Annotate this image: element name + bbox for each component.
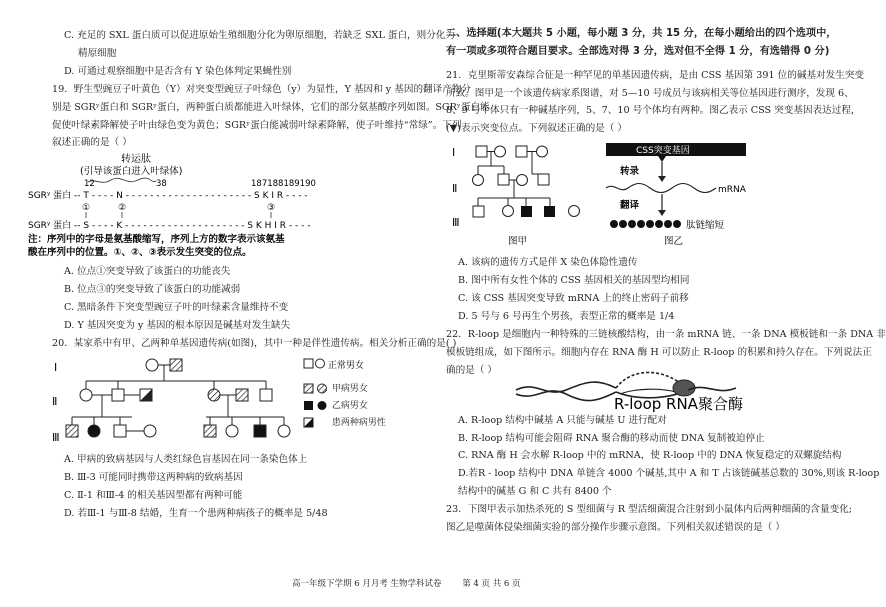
fig21-gene-label: CSS突变基因 (636, 146, 690, 157)
q22-option-c: C. RNA 酶 H 会水解 R-loop 中的 mRNA，使 R-loop 中的 DNA 恢复稳定的双螺旋结构 (458, 450, 842, 462)
fig20-legend-jia-icon (303, 383, 329, 394)
right-column (446, 0, 886, 535)
fig20-gen1: Ⅰ (54, 360, 58, 374)
fig21-transcribe: 转录 (620, 166, 640, 178)
q22-option-d-2: 结构中的碱基 G 和 C 共有 8400 个 (458, 486, 612, 498)
q19-stem-2: 别是 SGRʸ蛋白和 SGRʸ蛋白，两种蛋白质都能进入叶绿体，它们的部分氨基酸序列如图。SGRʸ蛋白能 (52, 101, 490, 113)
fig19-row2-label: SGRʸ 蛋白 (28, 221, 72, 232)
page-footer (292, 578, 539, 590)
section2-heading-1: 二、选择题(本大题共 5 小题，每小题 3 分，共 15 分，在每小题给出的四个选项中， (446, 28, 837, 39)
fig20-legend-both-icon (303, 417, 329, 428)
footer-page-number: 第 4 页 共 6 页 (462, 579, 521, 589)
fig21-gen3: Ⅲ (452, 216, 460, 230)
fig20-legend-both: 患两种病男性 (331, 418, 386, 428)
fig19-pos12: 12 (84, 179, 95, 190)
q22-option-a: A. R-loop 结构中碱基 A 只能与碱基 U 进行配对 (458, 414, 667, 426)
fig19-row2-seq: -- S - - - - K - - - - - - - - - - - - - - - - - - - - S K H I R - - - - (74, 221, 311, 232)
q21-stem-4: (▼)表示突变位点。下列叙述正确的是（ ） (446, 123, 628, 135)
q21-option-d: D. 5 号与 6 号再生个男孩，表型正常的概率是 1/4 (458, 310, 675, 322)
q18-option-c: C. 充足的 SXL 蛋白质可以促进原始生殖细胞分化为卵原细胞，若缺乏 SXL 蛋白，则分化为 (64, 30, 456, 41)
q19-option-d: D. Y 基因突变为 y 基因的根本原因是碱基对发生缺失 (64, 320, 291, 332)
q22-stem-1: 22．R-loop 是细胞内一种特殊的三链核酸结构，由一条 mRNA 链、一条 DNA 模板链和一条 DNA 非 (446, 328, 886, 340)
fig19-mark2: ② (118, 203, 127, 214)
fig19-mark3: ③ (267, 203, 276, 214)
q23-stem-1: 23．下图甲表示加热杀死的 S 型细菌与 R 型活细菌混合注射到小鼠体内后两种细菌的含量变化; (446, 504, 852, 516)
q19-sequence-figure (26, 152, 326, 262)
fig21-peptide-beads (610, 220, 681, 228)
fig21-mrna: mRNA (718, 185, 746, 196)
section2-heading-2: 有一项或多项符合题目要求。全部选对得 3 分，选对但不全得 1 分，有选错得 0 分) (446, 46, 830, 58)
fig19-pos38: 38 (156, 179, 167, 190)
q22-rloop-figure (516, 364, 846, 412)
fig20-legend-row-jia (303, 381, 386, 398)
fig20-legend (303, 381, 386, 432)
fig19-subtitle: (引导该蛋白进入叶绿体) (80, 166, 183, 178)
fig19-pos187-190: 187188189190 (251, 179, 316, 190)
fig21-gen1: Ⅰ (452, 146, 456, 160)
fig19-note-1: 注：序列中的字母是氨基酸缩写，序列上方的数字表示该氨基 (28, 234, 285, 246)
q21-option-a: A. 该病的遗传方式是伴 X 染色体隐性遗传 (458, 257, 638, 269)
q21-option-c: C. 该 CSS 基因突变导致 mRNA 上的终止密码子前移 (458, 293, 689, 305)
fig21-translate: 翻译 (620, 200, 640, 212)
fig20-gen3: Ⅲ (52, 430, 60, 444)
left-column (28, 0, 490, 521)
footer-exam-title: 高一年级下学期 6 月月考 生物学科试卷 (292, 579, 442, 589)
fig20-legend-row-both (303, 415, 386, 432)
q19-option-b: B. 位点③的突变导致了该蛋白的功能减弱 (64, 284, 241, 296)
q22-stem-3: 确的是（ ） (446, 364, 498, 376)
fig20-gen2: Ⅱ (52, 394, 58, 408)
q19-stem-3: 促使叶绿素降解使子叶由绿色变为黄色；SGRʸ蛋白能减弱叶绿素降解，使子叶维持“常绿”。下列 (52, 119, 462, 131)
q22-stem-2: 模板链组成，如下图所示。细胞内存在 RNA 酶 H 可以防止 R-loop 的积累和持久存在。下列说法正 (446, 346, 872, 358)
q19-stem-4: 叙述正确的是（ ） (52, 137, 132, 149)
fig21-peptide: 肽链缩短 (686, 220, 725, 232)
q21-figure (446, 140, 776, 252)
fig19-row1-seq: -- T - - - - N - - - - - - - - - - - - - - - - - - - - - S K I R - - - - (74, 191, 308, 202)
fig20-legend-yi: 乙病男女 (331, 401, 368, 411)
fig20-legend-row-yi (303, 398, 386, 415)
q22-option-d-1: D.若R - loop 结构中 DNA 单链含 4000 个碱基,其中 A 和 T 占该链碱基总数的 30%,则该 R-loop (458, 468, 880, 480)
q20-stem: 20．某家系中有甲、乙两种单基因遗传病(如图)，其中一种是伴性遗传病。相关分析正确的是( ) (52, 337, 457, 349)
q20-option-d: D. 若Ⅲ-1 与Ⅲ-8 结婚，生育一个患两种病孩子的概率是 5/48 (64, 507, 328, 519)
q20-option-a: A. 甲病的致病基因与人类红绿色盲基因在同一条染色体上 (64, 453, 308, 465)
q21-stem-3: 8、9 号个体只有一种碱基序列，5、7、10 号个体均有两种。图乙表示 CSS 突变基因表达过程， (446, 105, 861, 117)
q18-option-c-cont: 精原细胞 (78, 47, 117, 59)
q18-option-d: D. 可通过观察细胞中是否含有 Y 染色体判定果蝇性别 (64, 65, 292, 77)
q20-option-c: C. Ⅱ-1 和Ⅲ-4 的相关基因型都有两种可能 (64, 489, 243, 501)
q21-stem-2: 所致。图甲是一个该遗传病家系图谱，对 5—10 号成员与该病相关等位基因进行测序，发现 6、 (446, 87, 854, 99)
fig20-legend-jia: 甲病男女 (331, 384, 368, 394)
fig20-legend-normal: 正常男女 (328, 360, 365, 371)
fig19-note-2: 酸在序列中的位置。①、②、③表示发生突变的位点。 (28, 247, 252, 259)
q19-option-c: C. 黑暗条件下突变型豌豆子叶的叶绿素含量维持不变 (64, 302, 289, 314)
q19-stem-1: 19．野生型豌豆子叶黄色（Y）对突变型豌豆子叶绿色（y）为显性，Y 基因和 y 基因的翻译产物分 (52, 83, 472, 95)
fig19-row1-label: SGRʸ 蛋白 (28, 191, 72, 202)
fig19-title: 转运肽 (121, 154, 151, 166)
q19-option-a: A. 位点①突变导致了该蛋白的功能丧失 (64, 266, 231, 278)
q21-option-b: B. 图中所有女性个体的 CSS 基因相关的基因型均相同 (458, 275, 690, 287)
q22-option-b: B. R-loop 结构可能会阻碍 RNA 聚合酶的移动而使 DNA 复制被迫停止 (458, 432, 765, 444)
fig21-caption-a: 图甲 (508, 236, 528, 248)
fig22-label: R-loop RNA聚合酶 (614, 394, 743, 413)
fig19-mark1: ① (82, 203, 91, 214)
q21-stem-1: 21．克里斯蒂安森综合征是一种罕见的单基因遗传病，是由 CSS 基因第 391 位的碱基对发生突变 (446, 69, 865, 81)
q20-option-b: B. Ⅲ-3 可能同时携带这两种病的致病基因 (64, 471, 243, 483)
q23-stem-2: 图乙是噬菌体侵染细菌实验的部分操作步骤示意图。下列相关叙述错误的是（ ） (446, 522, 785, 534)
fig21-gen2: Ⅱ (452, 182, 458, 196)
fig20-legend-yi-icon (303, 400, 329, 411)
fig21-caption-b: 图乙 (664, 236, 684, 248)
